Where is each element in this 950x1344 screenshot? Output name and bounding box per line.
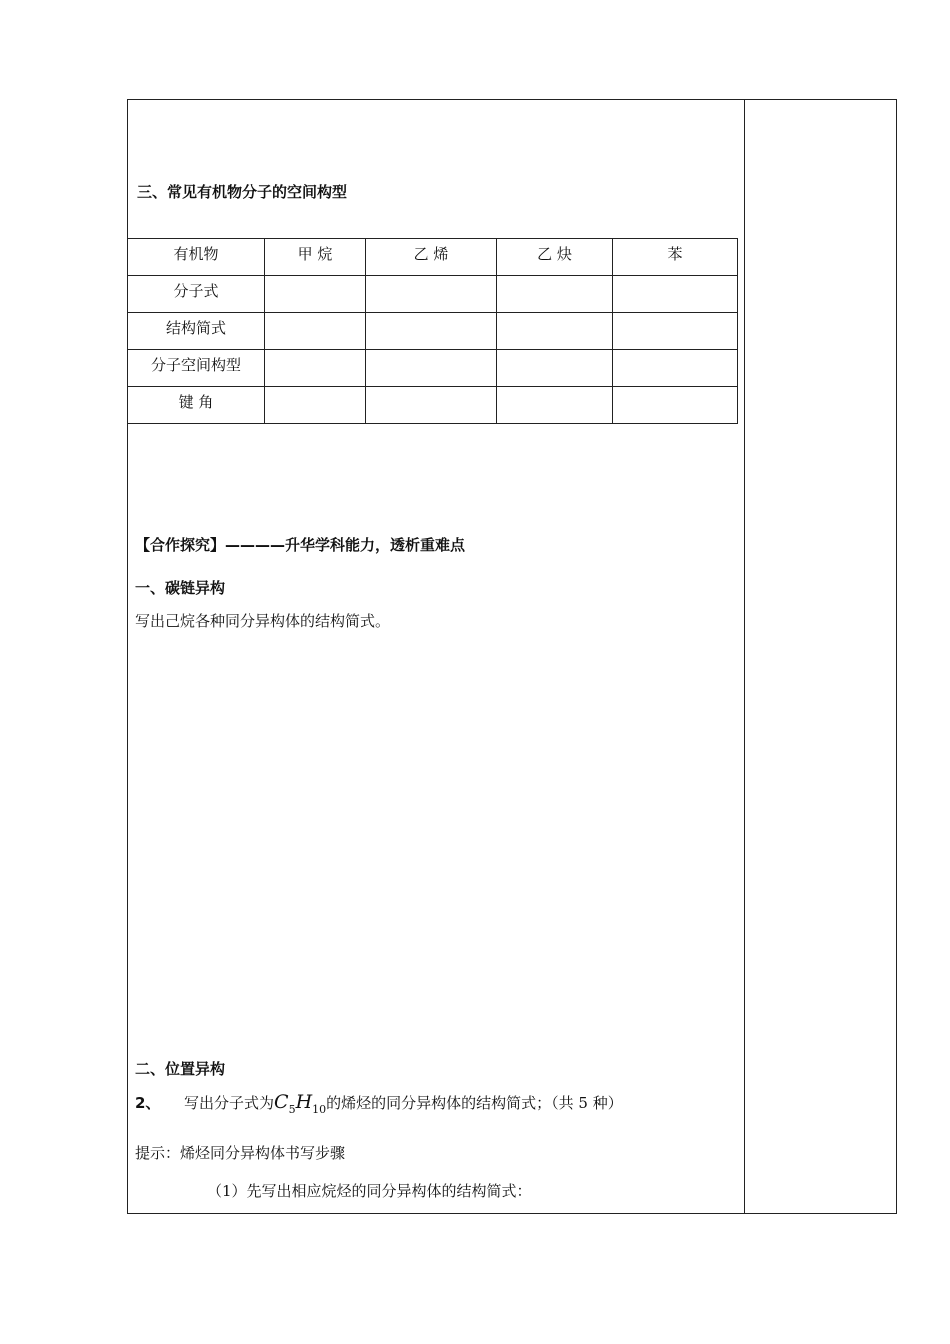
table-row <box>128 350 738 387</box>
blank-cell[interactable] <box>366 387 497 424</box>
blank-cell[interactable] <box>497 387 613 424</box>
blank-cell[interactable] <box>497 313 613 350</box>
margin-column-divider <box>744 99 745 1214</box>
table-row <box>128 313 738 350</box>
blank-cell[interactable] <box>497 350 613 387</box>
blank-cell[interactable] <box>265 276 366 313</box>
header-acetylene: 乙 炔 <box>497 239 613 276</box>
step-1-text: （1）先写出相应烷烃的同分异构体的结构简式： <box>207 1182 532 1200</box>
header-benzene: 苯 <box>613 239 738 276</box>
question-number: 2、 <box>135 1094 161 1112</box>
cooperate-title: 【合作探究】————升华学科能力，透析重难点 <box>135 536 466 554</box>
hint-text: 提示：烯烃同分异构体书写步骤 <box>135 1144 346 1162</box>
question-text-after: 的烯烃的同分异构体的结构简式；（共 5 种） <box>326 1094 623 1112</box>
table-row <box>128 387 738 424</box>
section3-title: 三、常见有机物分子的空间构型 <box>137 183 348 201</box>
blank-cell[interactable] <box>265 313 366 350</box>
position-title: 二、位置异构 <box>135 1060 226 1078</box>
molecular-formula: $C_5H_{10}$ <box>274 1091 327 1116</box>
carbon-chain-task: 写出己烷各种同分异构体的结构简式。 <box>135 612 391 630</box>
table-row <box>128 276 738 313</box>
table-header-row <box>128 239 738 276</box>
blank-cell[interactable] <box>366 350 497 387</box>
header-organic: 有机物 <box>128 239 265 276</box>
blank-cell[interactable] <box>366 313 497 350</box>
blank-cell[interactable] <box>613 387 738 424</box>
blank-cell[interactable] <box>265 350 366 387</box>
blank-cell[interactable] <box>613 276 738 313</box>
header-ethylene: 乙 烯 <box>366 239 497 276</box>
row-label-spatial: 分子空间构型 <box>128 350 265 387</box>
blank-cell[interactable] <box>613 350 738 387</box>
row-label-formula: 分子式 <box>128 276 265 313</box>
row-label-structure: 结构简式 <box>128 313 265 350</box>
question-2 <box>135 1091 623 1116</box>
blank-cell[interactable] <box>497 276 613 313</box>
carbon-chain-title: 一、碳链异构 <box>135 579 226 597</box>
row-label-bond-angle: 键 角 <box>128 387 265 424</box>
header-methane: 甲 烷 <box>265 239 366 276</box>
blank-cell[interactable] <box>613 313 738 350</box>
organic-structure-table <box>127 238 738 424</box>
blank-cell[interactable] <box>265 387 366 424</box>
question-text-before: 写出分子式为 <box>184 1094 275 1112</box>
blank-cell[interactable] <box>366 276 497 313</box>
